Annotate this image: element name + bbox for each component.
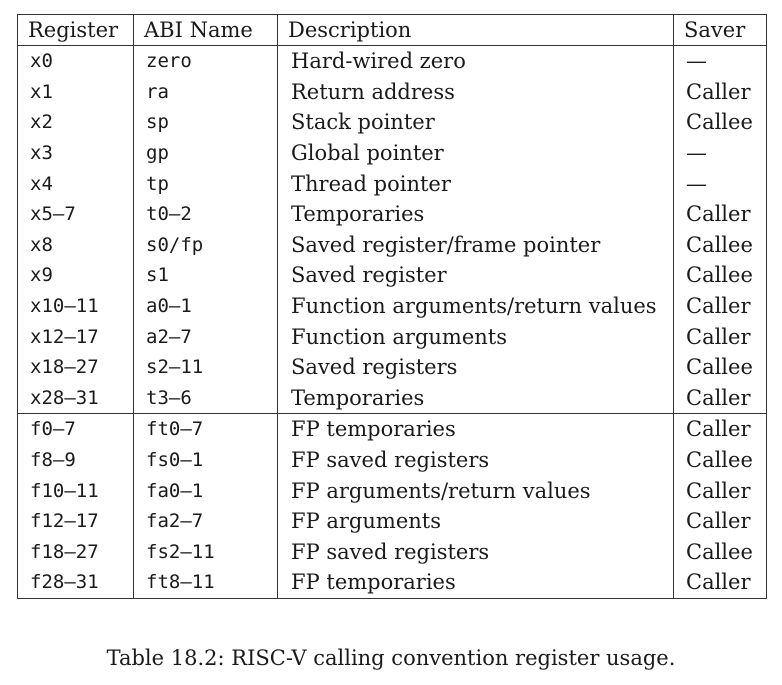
saver-cell: Callee xyxy=(674,230,767,261)
register-usage-table xyxy=(17,14,767,599)
register-cell: f10–11 xyxy=(18,475,134,506)
saver-cell: Caller xyxy=(674,567,767,598)
description-cell: FP saved registers xyxy=(278,445,674,476)
saver-cell: Callee xyxy=(674,107,767,138)
table-row xyxy=(18,77,767,108)
header-saver: Saver xyxy=(674,15,767,46)
abi-name-cell: s1 xyxy=(134,260,278,291)
table-row xyxy=(18,199,767,230)
description-cell: Stack pointer xyxy=(278,107,674,138)
table-row xyxy=(18,414,767,445)
saver-cell: — xyxy=(674,138,767,169)
description-cell: FP saved registers xyxy=(278,537,674,568)
table-row xyxy=(18,260,767,291)
table-header xyxy=(18,15,767,46)
table-row xyxy=(18,383,767,414)
register-cell: f12–17 xyxy=(18,506,134,537)
saver-cell: Callee xyxy=(674,537,767,568)
register-cell: x12–17 xyxy=(18,321,134,352)
description-cell: FP temporaries xyxy=(278,414,674,445)
table-body xyxy=(18,46,767,599)
register-cell: x1 xyxy=(18,77,134,108)
table-row xyxy=(18,291,767,322)
abi-name-cell: gp xyxy=(134,138,278,169)
description-cell: FP arguments/return values xyxy=(278,475,674,506)
table-row xyxy=(18,567,767,598)
register-cell: x8 xyxy=(18,230,134,261)
register-cell: f28–31 xyxy=(18,567,134,598)
description-cell: Function arguments/return values xyxy=(278,291,674,322)
table-row xyxy=(18,506,767,537)
description-cell: FP temporaries xyxy=(278,567,674,598)
register-cell: x28–31 xyxy=(18,383,134,414)
table-row xyxy=(18,475,767,506)
description-cell: Thread pointer xyxy=(278,168,674,199)
table-row xyxy=(18,46,767,77)
abi-name-cell: ft0–7 xyxy=(134,414,278,445)
abi-name-cell: ra xyxy=(134,77,278,108)
register-cell: x10–11 xyxy=(18,291,134,322)
register-cell: x0 xyxy=(18,46,134,77)
table-row xyxy=(18,537,767,568)
saver-cell: Callee xyxy=(674,445,767,476)
abi-name-cell: fs0–1 xyxy=(134,445,278,476)
saver-cell: — xyxy=(674,46,767,77)
saver-cell: Caller xyxy=(674,414,767,445)
header-register: Register xyxy=(18,15,134,46)
table-row xyxy=(18,107,767,138)
table-row xyxy=(18,321,767,352)
saver-cell: — xyxy=(674,168,767,199)
description-cell: Saved register xyxy=(278,260,674,291)
register-cell: x9 xyxy=(18,260,134,291)
abi-name-cell: s2–11 xyxy=(134,352,278,383)
saver-cell: Callee xyxy=(674,260,767,291)
description-cell: Function arguments xyxy=(278,321,674,352)
description-cell: FP arguments xyxy=(278,506,674,537)
abi-name-cell: t0–2 xyxy=(134,199,278,230)
abi-name-cell: fa0–1 xyxy=(134,475,278,506)
table-row xyxy=(18,352,767,383)
abi-name-cell: s0/fp xyxy=(134,230,278,261)
saver-cell: Caller xyxy=(674,321,767,352)
abi-name-cell: tp xyxy=(134,168,278,199)
description-cell: Temporaries xyxy=(278,199,674,230)
register-cell: f18–27 xyxy=(18,537,134,568)
register-cell: x4 xyxy=(18,168,134,199)
header-abi-name: ABI Name xyxy=(134,15,278,46)
register-cell: f8–9 xyxy=(18,445,134,476)
abi-name-cell: sp xyxy=(134,107,278,138)
description-cell: Hard-wired zero xyxy=(278,46,674,77)
header-row xyxy=(18,15,767,46)
table-row xyxy=(18,138,767,169)
register-cell: x2 xyxy=(18,107,134,138)
description-cell: Temporaries xyxy=(278,383,674,414)
register-cell: x5–7 xyxy=(18,199,134,230)
description-cell: Saved registers xyxy=(278,352,674,383)
abi-name-cell: fs2–11 xyxy=(134,537,278,568)
saver-cell: Caller xyxy=(674,77,767,108)
saver-cell: Caller xyxy=(674,506,767,537)
saver-cell: Caller xyxy=(674,383,767,414)
register-cell: x3 xyxy=(18,138,134,169)
abi-name-cell: t3–6 xyxy=(134,383,278,414)
description-cell: Return address xyxy=(278,77,674,108)
abi-name-cell: a0–1 xyxy=(134,291,278,322)
abi-name-cell: fa2–7 xyxy=(134,506,278,537)
table-caption: Table 18.2: RISC-V calling convention register usage. xyxy=(106,646,676,670)
abi-name-cell: zero xyxy=(134,46,278,77)
saver-cell: Caller xyxy=(674,199,767,230)
register-cell: f0–7 xyxy=(18,414,134,445)
table-row xyxy=(18,230,767,261)
saver-cell: Caller xyxy=(674,291,767,322)
abi-name-cell: ft8–11 xyxy=(134,567,278,598)
table-row xyxy=(18,445,767,476)
table-row xyxy=(18,168,767,199)
saver-cell: Callee xyxy=(674,352,767,383)
description-cell: Saved register/frame pointer xyxy=(278,230,674,261)
saver-cell: Caller xyxy=(674,475,767,506)
register-cell: x18–27 xyxy=(18,352,134,383)
header-description: Description xyxy=(278,15,674,46)
abi-name-cell: a2–7 xyxy=(134,321,278,352)
description-cell: Global pointer xyxy=(278,138,674,169)
